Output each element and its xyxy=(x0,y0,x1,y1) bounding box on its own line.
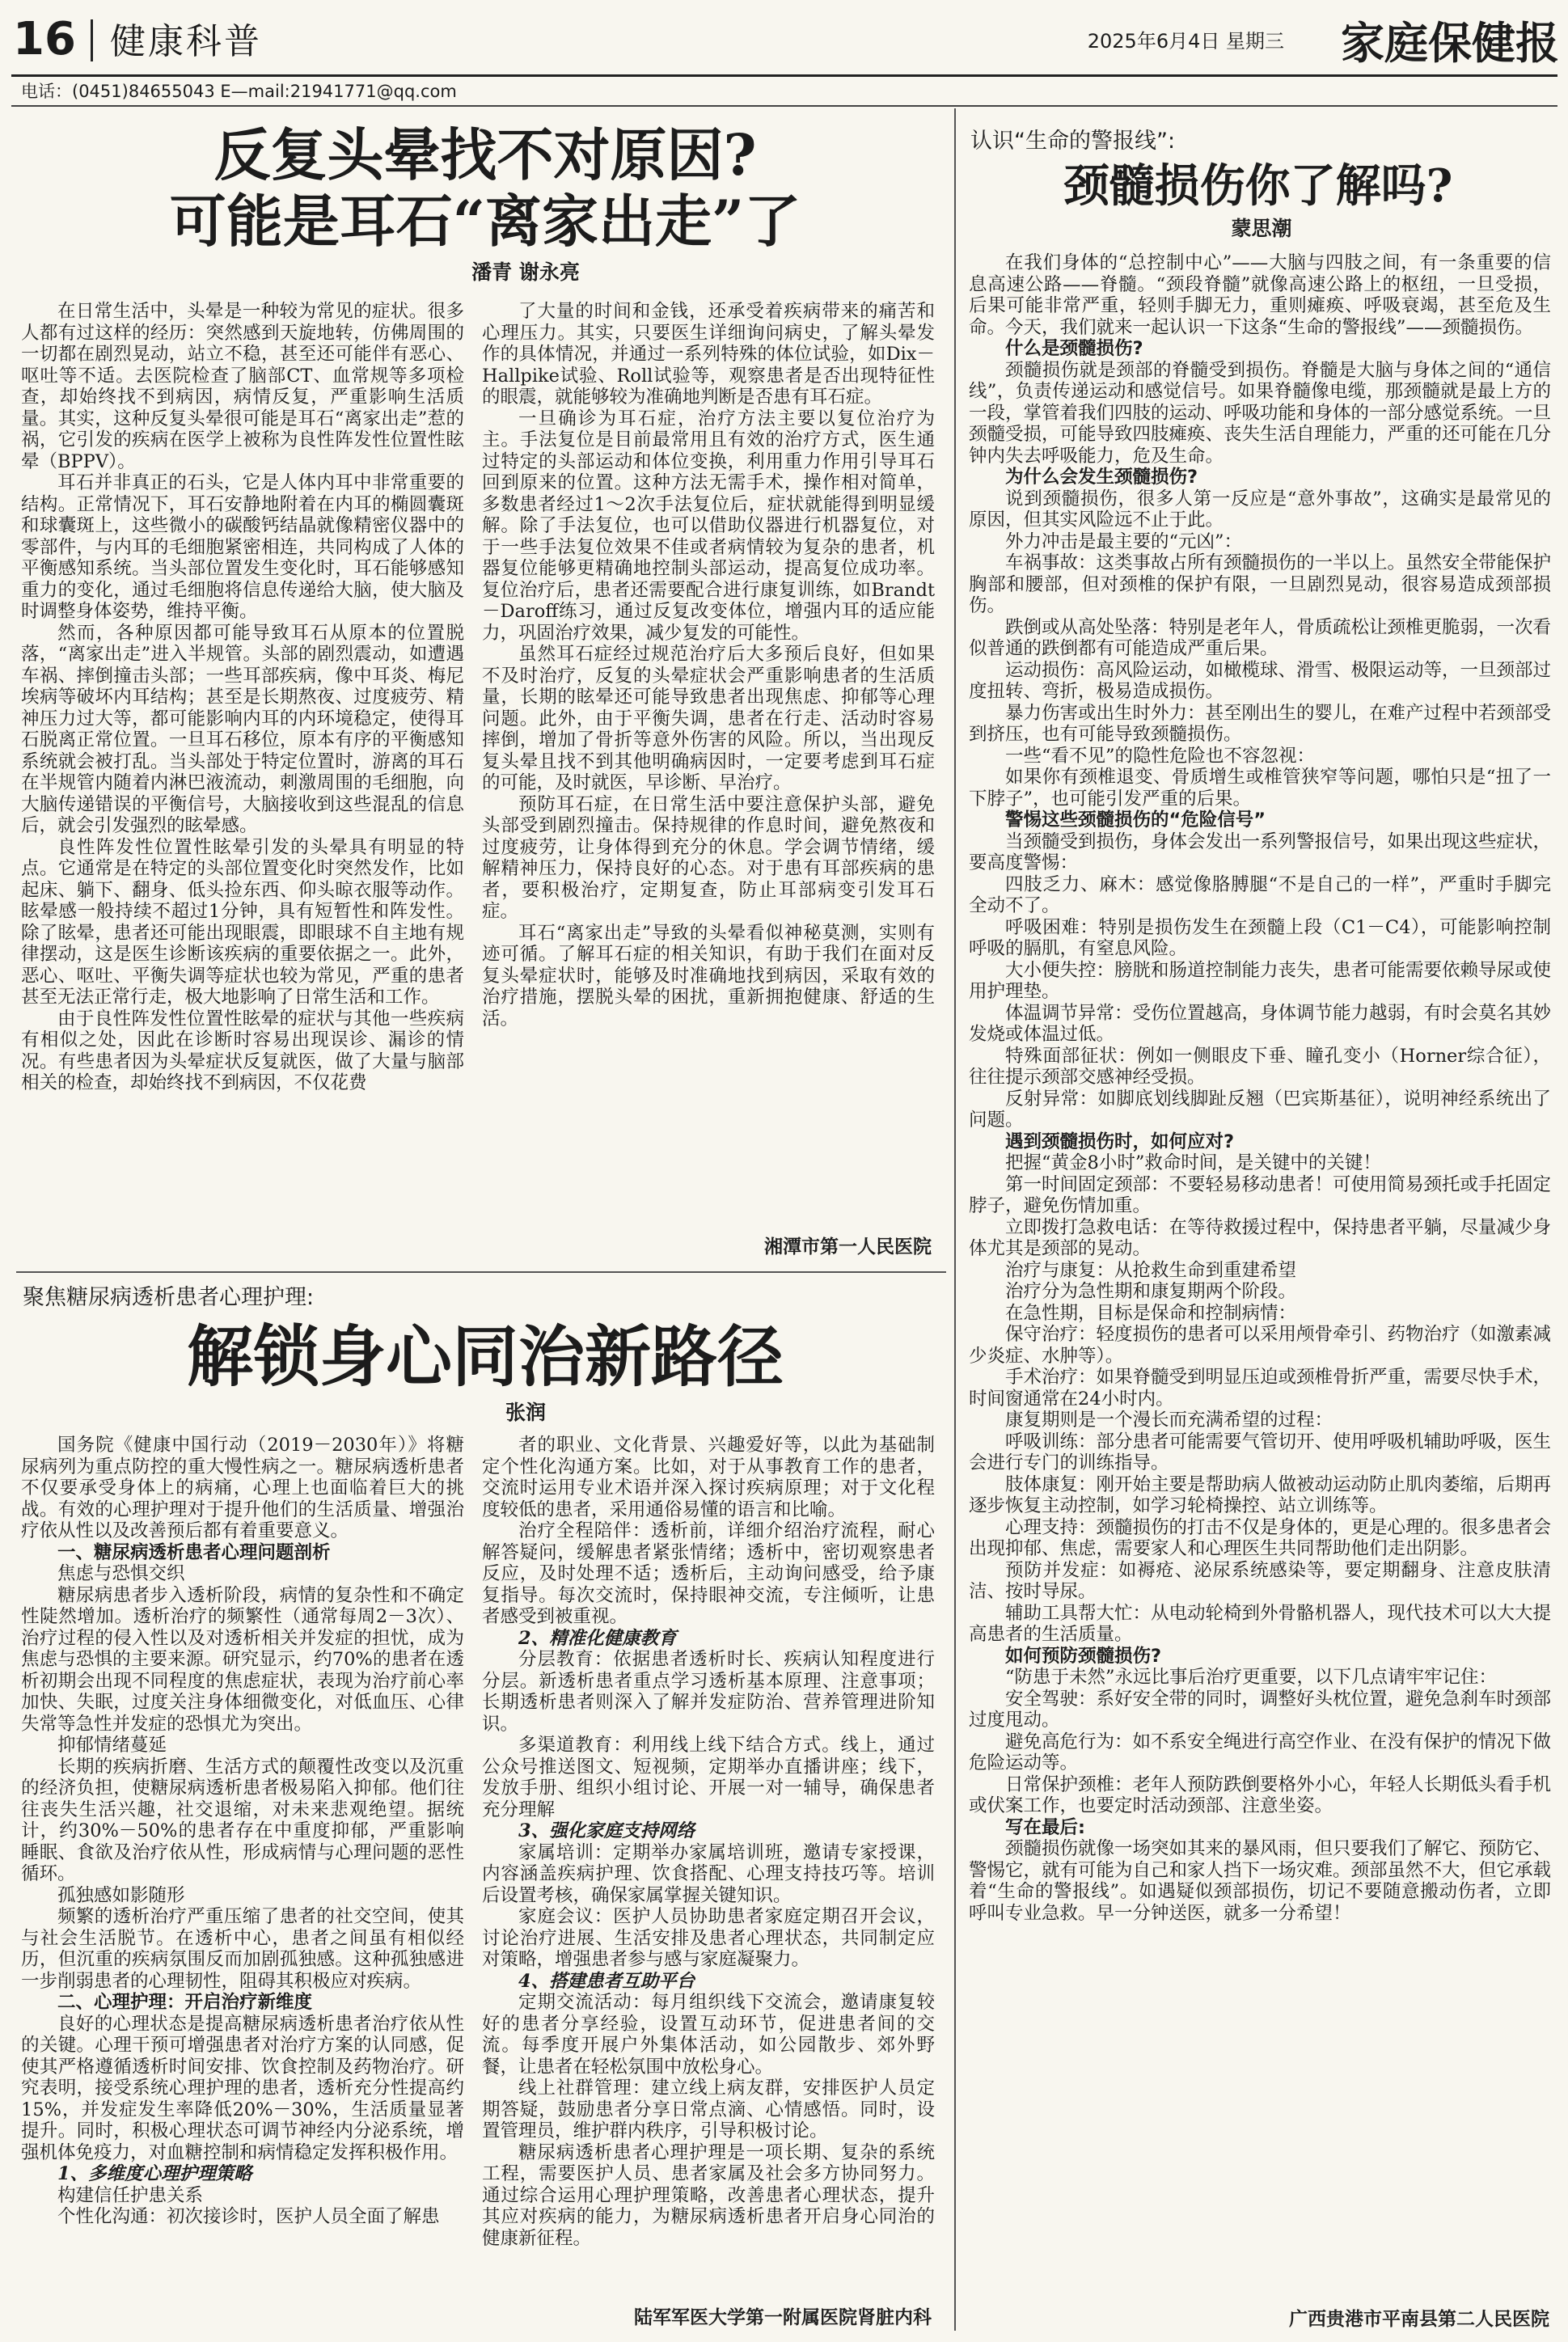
section-heading: 遇到颈髓损伤时，如何应对? xyxy=(1005,1131,1235,1152)
paragraph: 然而，各种原因都可能导致耳石从原本的位置脱落，“离家出走”进入半规管。头部的剧烈震动，如遭遇车祸、摔倒撞击头部；一些耳部疾病，像中耳炎、梅尼埃病等破坏内耳结构；甚至是长期熬夜、过度疲劳、精神压力过大等，都可能影响内耳的内环境稳定，使得耳石脱离正常位置。一旦耳石移位，原本有序的平衡感知系统就会被打乱。当头部处于特定位置时，游离的耳石在半规管内随着内淋巴液流动，刺激周围的毛细胞，向大脑传递错误的平衡信号，大脑接收到这些混乱的信息后，就会引发强烈的眩晕感。 xyxy=(21,622,464,836)
subsection-heading: 3、强化家庭支持网络 xyxy=(518,1820,695,1841)
paragraph: 由于良性阵发性位置性眩晕的症状与其他一些疾病有相似之处，因此在诊断时容易出现误诊、漏诊的情况。有些患者因为头晕症状反复就医，做了大量与脑部相关的检查，却始终找不到病因，不仅花费 xyxy=(21,1008,464,1093)
paragraph: 预防并发症：如褥疮、泌尿系统感染等，要定期翻身、注意皮肤清洁、按时导尿。 xyxy=(969,1559,1551,1602)
header-rule xyxy=(11,105,1557,107)
section-heading: 二、心理护理：开启治疗新维度 xyxy=(57,1992,313,2013)
article2-column-2 xyxy=(482,1435,935,2300)
paragraph: 暴力伤害或出生时外力：甚至刚出生的婴儿，在难产过程中若颈部受到挤压，也有可能导致颈髓损伤。 xyxy=(969,702,1551,745)
section-heading: 为什么会发生颈髓损伤? xyxy=(1005,467,1198,488)
paragraph: 长期的疾病折磨、生活方式的颠覆性改变以及沉重的经济负担，使糖尿病透析患者极易陷入抑郁。他们往往丧失生活兴趣，社交退缩，对未来悲观绝望。据统计，约30%－50%的患者存在中重度抑郁，严重影响睡眠、食欲及治疗依从性，形成病情与心理问题的恶性循环。 xyxy=(21,1756,464,1884)
paragraph: 立即拨打急救电话：在等待救援过程中，保持患者平躺，尽量减少身体尤其是颈部的晃动。 xyxy=(969,1216,1551,1259)
issue-date: 2025年6月4日 星期三 xyxy=(1087,30,1284,53)
paragraph: 车祸事故：这类事故占所有颈髓损伤的一半以上。虽然安全带能保护胸部和腰部，但对颈椎的保护有限，一旦剧烈晃动，很容易造成颈部损伤。 xyxy=(969,552,1551,616)
paragraph: 线上社群管理：建立线上病友群，安排医护人员定期答疑，鼓励患者分享日常点滴、心情感悟。同时，设置管理员，维护群内秩序，引导积极讨论。 xyxy=(482,2078,935,2141)
paragraph: 治疗与康复：从抢救生命到重建希望 xyxy=(1005,1259,1297,1281)
subsection-heading: 2、精准化健康教育 xyxy=(518,1627,677,1649)
paragraph: 糖尿病患者步入透析阶段，病情的复杂性和不确定性陡然增加。透析治疗的频繁性（通常每周2－3次）、治疗过程的侵入性以及对透析相关并发症的担忧，成为焦虑与恐惧的主要来源。研究显示，约70%的患者在透析初期会出现不同程度的焦虑症状，表现为治疗前心率加快、失眠，过度关注身体细微变化，对低血压、心律失常等急性并发症的恐惧尤为突出。 xyxy=(21,1584,464,1735)
paragraph: 颈髓损伤就是颈部的脊髓受到损伤。脊髓是大脑与身体之间的“通信线”，负责传递运动和感觉信号。如果脊髓像电缆，那颈髓就是最上方的一段，掌管着我们四肢的运动、呼吸功能和身体的一部分感觉系统。一旦颈髓受损，可能导致四肢瘫痪、丧失生活自理能力，严重的还可能在几分钟内失去呼吸能力，危及生命。 xyxy=(969,359,1551,467)
paragraph: 构建信任护患关系 xyxy=(57,2184,204,2206)
paragraph: 预防耳石症，在日常生活中要注意保护头部，避免头部受到剧烈撞击。保持规律的作息时间，避免熬夜和过度疲劳，让身体得到充分的休息。学会调节情绪，缓解精神压力，保持良好的心态。对于患有耳部疾病的患者，要积极治疗，定期复查，防止耳部病变引发耳石症。 xyxy=(482,793,935,922)
article1-column-2 xyxy=(482,301,935,1147)
page-number: 16 xyxy=(13,13,76,66)
article1-source: 湘潭市第一人民医院 xyxy=(764,1237,932,1258)
paragraph: 跌倒或从高处坠落：特别是老年人，骨质疏松让颈椎更脆弱，一次看似普通的跌倒都有可能造成严重后果。 xyxy=(969,616,1551,659)
column-divider xyxy=(954,108,956,2331)
paragraph: 耳石“离家出走”导致的头晕看似神秘莫测，实则有迹可循。了解耳石症的相关知识，有助于我们在面对反复头晕症状时，能够及时准确地找到病因，采取有效的治疗措施，摆脱头晕的困扰，重新拥抱健康、舒适的生活。 xyxy=(482,922,935,1029)
paragraph: 外力冲击是最主要的“元凶”： xyxy=(1005,531,1243,552)
paragraph: 四肢乏力、麻木：感觉像胳膊腿“不是自己的一样”，严重时手脚完全动不了。 xyxy=(969,873,1551,916)
section-name: 健康科普 xyxy=(110,21,262,62)
article3-author: 蒙思潮 xyxy=(1231,217,1292,240)
paragraph: 治疗分为急性期和康复期两个阶段。 xyxy=(1005,1281,1297,1302)
subsection-heading: 4、搭建患者互助平台 xyxy=(518,1970,695,1992)
article1-title-line2: 可能是耳石“离家出走”了 xyxy=(169,188,801,255)
paragraph: 在日常生活中，头晕是一种较为常见的症状。很多人都有过这样的经历：突然感到天旋地转，仿佛周围的一切都在剧烈晃动，站立不稳，甚至还可能伴有恶心、呕吐等不适。去医院检查了脑部CT、血常规等多项检查，却始终找不到病因，病情反复，严重影响生活质量。其实，这种反复头晕很可能是耳石“离家出走”惹的祸，它引发的疾病在医学上被称为良性阵发性位置性眩晕（BPPV）。 xyxy=(21,301,464,472)
article1-authors: 潘青 谢永亮 xyxy=(471,260,580,284)
paragraph: 颈髓损伤就像一场突如其来的暴风雨，但只要我们了解它、预防它、警惕它，就有可能为自己和家人挡下一场灾难。颈部虽然不大，但它承载着“生命的警报线”。如遇疑似颈部损伤，切记不要随意搬动伤者，立即呼叫专业急救。早一分钟送医，就多一分希望！ xyxy=(969,1838,1551,1924)
paragraph: 良性阵发性位置性眩晕引发的头晕具有明显的特点。它通常是在特定的头部位置变化时突然发作，比如起床、躺下、翻身、低头捡东西、仰头晾衣服等动作。眩晕感一般持续不超过1分钟，具有短暂性和阵发性。除了眩晕，患者还可能出现眼震，即眼球不自主地有规律摆动，这是医生诊断该疾病的重要依据之一。此外，恶心、呕吐、平衡失调等症状也较为常见，严重的患者甚至无法正常行走，极大地影响了日常生活和工作。 xyxy=(21,836,464,1008)
paragraph: 国务院《健康中国行动（2019－2030年）》将糖尿病列为重点防控的重大慢性病之一。糖尿病透析患者不仅要承受身体上的病痛，心理上也面临着巨大的挑战。有效的心理护理对于提升他们的生活质量、增强治疗依从性以及改善预后都有着重要意义。 xyxy=(21,1435,464,1541)
article2-column-1 xyxy=(21,1435,464,2331)
section-heading: 警惕这些颈髓损伤的“危险信号” xyxy=(1005,810,1266,831)
section-heading: 如何预防颈髓损伤? xyxy=(1005,1645,1162,1667)
paragraph: 安全驾驶：系好安全带的同时，调整好头枕位置，避免急刹车时颈部过度甩动。 xyxy=(969,1688,1551,1731)
article1-title-line1: 反复头晕找不对原因? xyxy=(213,121,757,188)
paragraph: 说到颈髓损伤，很多人第一反应是“意外事故”，这确实是最常见的原因，但其实风险远不止于此。 xyxy=(969,488,1551,531)
section-heading: 什么是颈髓损伤? xyxy=(1005,338,1143,359)
paragraph: 特殊面部征状：例如一侧眼皮下垂、瞳孔变小（Horner综合征），往往提示颈部交感神经受损。 xyxy=(969,1045,1551,1088)
paragraph: 频繁的透析治疗严重压缩了患者的社交空间，使其与社会生活脱节。在透析中心，患者之间虽有相似经历，但沉重的疾病氛围反而加剧孤独感。这种孤独感进一步削弱患者的心理韧性，阻碍其积极应对疾病。 xyxy=(21,1906,464,1992)
article3-title: 颈髓损伤你了解吗? xyxy=(1063,159,1453,213)
article-divider xyxy=(16,1271,946,1273)
article2-kicker: 聚焦糖尿病透析患者心理护理: xyxy=(23,1285,315,1310)
newspaper-name: 家庭保健报 xyxy=(1341,18,1559,68)
paragraph: 体温调节异常：受伤位置越高，身体调节能力越弱，有时会莫名其妙发烧或体温过低。 xyxy=(969,1002,1551,1045)
paragraph: 糖尿病透析患者心理护理是一项长期、复杂的系统工程，需要医护人员、患者家属及社会多方协同努力。通过综合运用心理护理策略，改善患者心理状态，提升其应对疾病的能力，为糖尿病透析患者开启身心同治的健康新征程。 xyxy=(482,2141,935,2249)
paragraph: 心理支持：颈髓损伤的打击不仅是身体的，更是心理的。很多患者会出现抑郁、焦虑，需要家人和心理医生共同帮助他们走出阴影。 xyxy=(969,1516,1551,1559)
paragraph: 呼吸困难：特别是损伤发生在颈髓上段（C1－C4），可能影响控制呼吸的膈肌，有窒息风险。 xyxy=(969,916,1551,959)
paragraph: 运动损伤：高风险运动，如橄榄球、滑雪、极限运动等，一旦颈部过度扭转、弯折，极易造成损伤。 xyxy=(969,659,1551,702)
paragraph: 家属培训：定期举办家属培训班，邀请专家授课，内容涵盖疾病护理、饮食搭配、心理支持技巧等。培训后设置考核，确保家属掌握关键知识。 xyxy=(482,1841,935,1906)
paragraph: 手术治疗：如果脊髓受到明显压迫或颈椎骨折严重，需要尽快手术，时间窗通常在24小时内。 xyxy=(969,1367,1551,1410)
paragraph: 一旦确诊为耳石症，治疗方法主要以复位治疗为主。手法复位是目前最常用且有效的治疗方式，医生通过特定的头部运动和体位变换，利用重力作用引导耳石回到原来的位置。这种方法无需手术，操作相对简单，多数患者经过1～2次手法复位后，症状就能得到明显缓解。除了手法复位，也可以借助仪器进行机器复位，对于一些手法复位效果不佳或者病情较为复杂的患者，机器复位能够更精确地控制头部运动，提高复位成功率。复位治疗后，患者还需要配合进行康复训练，如Brandt－Daroff练习，通过反复改变体位，增强内耳的适应能力，巩固治疗效果，减少复发的可能性。 xyxy=(482,408,935,644)
paragraph: 避免高危行为：如不系安全绳进行高空作业、在没有保护的情况下做危险运动等。 xyxy=(969,1731,1551,1773)
paragraph: 者的职业、文化背景、兴趣爱好等，以此为基础制定个性化沟通方案。比如，对于从事教育工作的患者，交流时运用专业术语并深入探讨疾病原理；对于文化程度较低的患者，采用通俗易懂的语言和比喻。 xyxy=(482,1435,935,1520)
paragraph: 焦虑与恐惧交织 xyxy=(57,1563,185,1584)
paragraph: 在我们身体的“总控制中心”——大脑与四肢之间，有一条重要的信息高速公路——脊髓。“颈段脊髓”就像高速公路上的枢纽，一旦受损，后果可能非常严重，轻则手脚无力，重则瘫痪、呼吸衰竭，甚至危及生命。今天，我们就来一起认识一下这条“生命的警报线”——颈髓损伤。 xyxy=(969,252,1551,338)
contact-info: 电话：(0451)84655043 E—mail:21941771@qq.com xyxy=(21,82,457,101)
article1-column-1 xyxy=(21,301,464,1255)
paragraph: 定期交流活动：每月组织线下交流会，邀请康复较好的患者分享经验，设置互动环节，促进患者间的交流。每季度开展户外集体活动，如公园散步、郊外野餐，让患者在轻松氛围中放松身心。 xyxy=(482,1992,935,2078)
paragraph: 呼吸训练：部分患者可能需要气管切开、使用呼吸机辅助呼吸，医生会进行专门的训练指导。 xyxy=(969,1431,1551,1473)
paragraph: 家庭会议：医护人员协助患者家庭定期召开会议，讨论治疗进展、生活安排及患者心理状态，共同制定应对策略，增强患者参与感与家庭凝聚力。 xyxy=(482,1906,935,1970)
paragraph: 了大量的时间和金钱，还承受着疾病带来的痛苦和心理压力。其实，只要医生详细询问病史，了解头晕发作的具体情况，并通过一系列特殊的体位试验，如Dix－Hallpike试验、Roll试验等，观察患者是否出现特征性的眼震，就能够较为准确地判断是否患有耳石症。 xyxy=(482,301,935,408)
paragraph: 治疗全程陪伴：透析前，详细介绍治疗流程，耐心解答疑问，缓解患者紧张情绪；透析中，密切观察患者反应，及时处理不适；透析后，主动询问感受，给予康复指导。每次交流时，保持眼神交流，专注倾听，让患者感受到被重视。 xyxy=(482,1520,935,1627)
paragraph: 良好的心理状态是提高糖尿病透析患者治疗依从性的关键。心理干预可增强患者对治疗方案的认同感，促使其严格遵循透析时间安排、饮食控制及药物治疗。研究表明，接受系统心理护理的患者，透析充分性提高约15%，并发症发生率降低20%－30%，生活质量显著提升。同时，积极心理状态可调节神经内分泌系统，增强机体免疫力，对血糖控制和病情稳定发挥积极作用。 xyxy=(21,2013,464,2163)
paragraph: 个性化沟通：初次接诊时，医护人员全面了解患 xyxy=(57,2206,440,2227)
article3-source: 广西贵港市平南县第二人民医院 xyxy=(1289,2309,1549,2330)
section-heading: 一、糖尿病透析患者心理问题剖析 xyxy=(57,1541,331,1563)
paragraph: 康复期则是一个漫长而充满希望的过程： xyxy=(1005,1410,1333,1431)
paragraph: 肢体康复：刚开始主要是帮助病人做被动运动防止肌肉萎缩，后期再逐步恢复主动控制，如学习轮椅操控、站立训练等。 xyxy=(969,1473,1551,1516)
masthead-rule xyxy=(11,74,1557,77)
article2-author: 张润 xyxy=(505,1401,546,1424)
paragraph: 保守治疗：轻度损伤的患者可以采用颅骨牵引、药物治疗（如激素减少炎症、水肿等）。 xyxy=(969,1324,1551,1367)
paragraph: “防患于未然”永远比事后治疗更重要，以下几点请牢牢记住： xyxy=(1005,1667,1498,1688)
paragraph: 在急性期，目标是保命和控制病情： xyxy=(1005,1302,1297,1324)
paragraph: 多渠道教育：利用线上线下结合方式。线上，通过公众号推送图文、短视频，定期举办直播讲座；线下，发放手册、组织小组讨论、开展一对一辅导，确保患者充分理解 xyxy=(482,1735,935,1820)
paragraph: 反射异常：如脚底划线脚趾反翘（巴宾斯基征），说明神经系统出了问题。 xyxy=(969,1088,1551,1131)
paragraph: 耳石并非真正的石头，它是人体内耳中非常重要的结构。正常情况下，耳石安静地附着在内耳的椭圆囊斑和球囊斑上，这些微小的碳酸钙结晶就像精密仪器中的零部件，与内耳的毛细胞紧密相连，共同构成了人体的平衡感知系统。当头部位置发生变化时，耳石能够感知重力的变化，通过毛细胞将信息传递给大脑，使大脑及时调整身体姿势，维持平衡。 xyxy=(21,472,464,622)
paragraph: 第一时间固定颈部：不要轻易移动患者！可使用简易颈托或手托固定脖子，避免伤情加重。 xyxy=(969,1173,1551,1216)
paragraph: 孤独感如影随形 xyxy=(57,1884,185,1906)
paragraph: 日常保护颈椎：老年人预防跌倒要格外小心，年轻人长期低头看手机或伏案工作，也要定时活动颈部、注意坐姿。 xyxy=(969,1773,1551,1816)
masthead-divider xyxy=(91,19,93,61)
paragraph: 当颈髓受到损伤，身体会发出一系列警报信号，如果出现这些症状，要高度警惕： xyxy=(969,831,1551,873)
article2-title: 解锁身心同治新路径 xyxy=(186,1318,784,1396)
article3-kicker: 认识“生命的警报线”: xyxy=(970,129,1176,154)
paragraph: 一些“看不见”的隐性危险也不容忽视： xyxy=(1005,745,1316,767)
paragraph: 把握“黄金8小时”救命时间，是关键中的关键！ xyxy=(1005,1152,1381,1173)
paragraph: 分层教育：依据患者透析时长、疾病认知程度进行分层。新透析患者重点学习透析基本原理、注意事项；长期透析患者则深入了解并发症防治、营养管理进阶知识。 xyxy=(482,1649,935,1735)
paragraph: 辅助工具帮大忙：从电动轮椅到外骨骼机器人，现代技术可以大大提高患者的生活质量。 xyxy=(969,1602,1551,1645)
subsection-heading: 1、多维度心理护理策略 xyxy=(57,2163,252,2184)
paragraph: 虽然耳石症经过规范治疗后大多预后良好，但如果不及时治疗，反复的头晕症状会严重影响患者的生活质量，长期的眩晕还可能导致患者出现焦虑、抑郁等心理问题。此外，由于平衡失调，患者在行走、活动时容易摔倒，增加了骨折等意外伤害的风险。所以，当出现反复头晕且找不到其他明确病因时，一定要考虑到耳石症的可能，及时就医，早诊断、早治疗。 xyxy=(482,644,935,793)
article2-source: 陆军军医大学第一附属医院肾脏内科 xyxy=(634,2307,932,2328)
paragraph: 如果你有颈椎退变、骨质增生或椎管狭窄等问题，哪怕只是“扭了一下脖子”，也可能引发严重的后果。 xyxy=(969,767,1551,810)
paragraph: 抑郁情绪蔓延 xyxy=(57,1735,167,1756)
paragraph: 大小便失控：膀胱和肠道控制能力丧失，患者可能需要依赖导尿或使用护理垫。 xyxy=(969,959,1551,1002)
article3-body xyxy=(969,252,1551,2303)
section-heading: 写在最后: xyxy=(1005,1816,1085,1838)
